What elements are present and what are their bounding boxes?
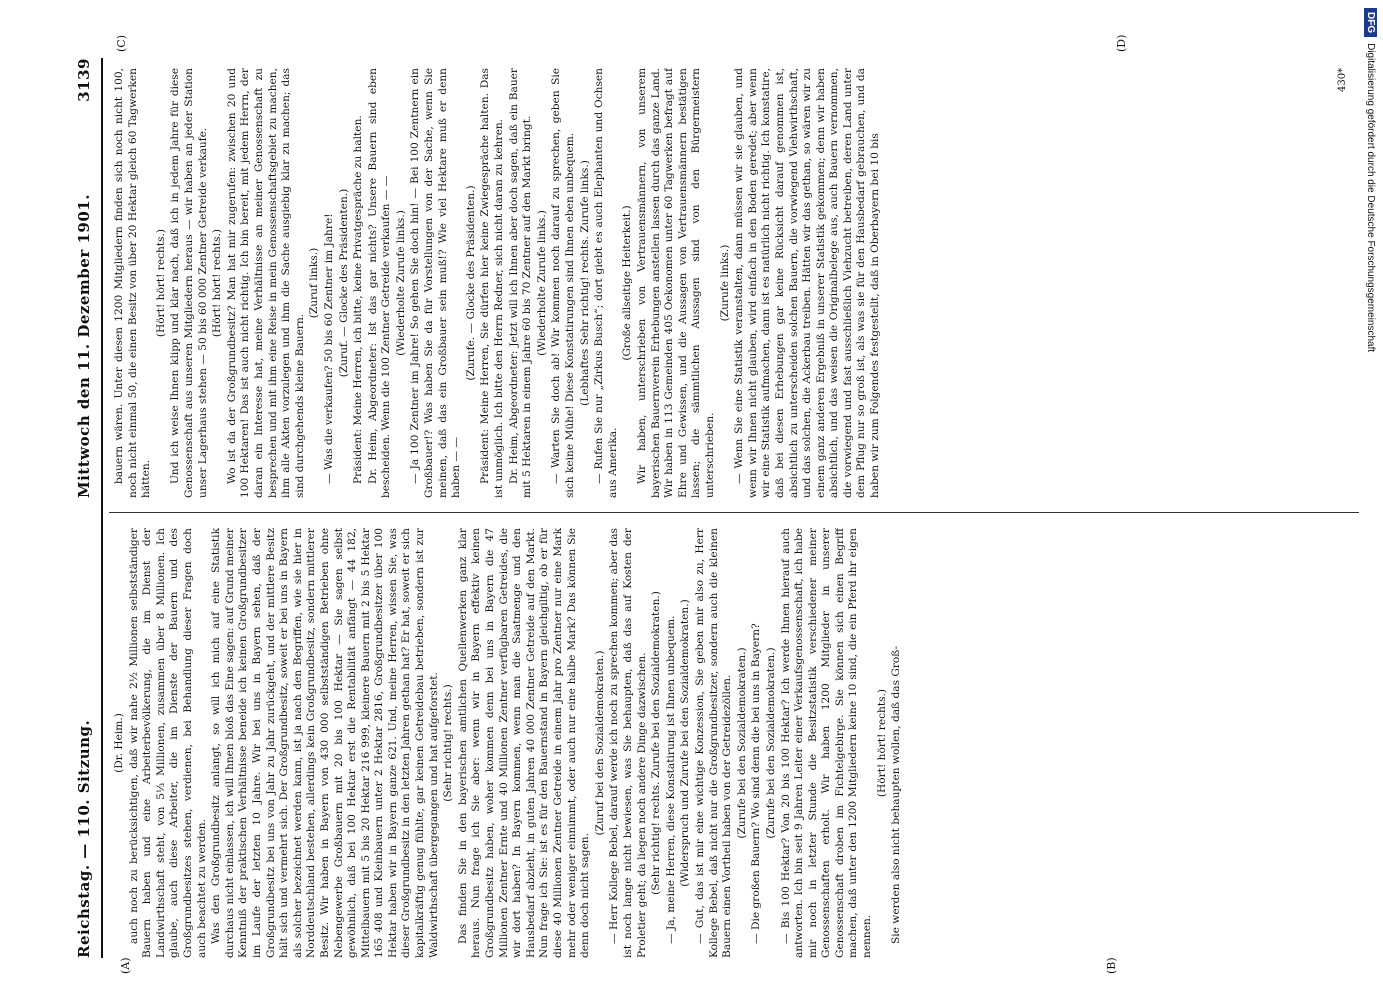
paragraph: (Zurufe bei den Sozialdemokraten.) bbox=[764, 647, 777, 839]
page-number: 3139 bbox=[75, 58, 93, 102]
paragraph: — Ja, meine Herren, diese Konstatirung ist Ihnen unbequem. bbox=[664, 615, 677, 944]
paragraph: bauern wären. Unter diesen 1200 Mitgliedern finden sich noch nicht 100, noch nicht einmal 50, die einen Besitz von über 20 Hektar gleich 60 Tagwerken hätten. bbox=[113, 68, 153, 498]
paragraph: (Zuruf. — Glocke des Präsidenten.) bbox=[337, 188, 350, 378]
header-left-title: Reichstag. — 110. Sitzung. bbox=[75, 719, 93, 958]
paragraph: (Große allseitige Heiterkeit.) bbox=[621, 205, 634, 361]
paragraph: Dr. Heim, Abgeordneter: Ist das gar nichts? Unsere Bauern sind eben bescheiden. Wenn die 100 Zentner Getreide verkaufen — — bbox=[366, 68, 393, 498]
paragraph: — Gut, das ist mir eine wichtige Konzession, Sie geben mir also zu, Herr Kollege Bebel, daß nicht nur die Großgrundbesitzer, sondern auch die kleinen Bauern einen Vortheil haben von der Getreidezöllen. bbox=[693, 528, 734, 958]
paragraph: (Widerspruch und Zurufe bei den Sozialdemokraten.) bbox=[679, 599, 692, 887]
paragraph: (Zurufe links.) bbox=[718, 244, 731, 322]
paragraph: Wo ist da der Großgrundbesitz? Man hat mir zugerufen: zwischen 20 und 100 Hektaren! Das ist auch nicht richtig. Ich bin bereit, mit jedem Herrn, der daran ein Interesse hat, meine Verhältnisse an meiner Genossenschaft zu besprechen und mit ihm eine Reise in mein Genossenschaftsgebiet zu machen, ihm alle Akten vorzulegen und ihm die Sache ausgiebig klar zu machen; das sind durchgehends kleine Bauern. bbox=[225, 68, 306, 498]
paragraph: (Wiederholte Zurufe links.) bbox=[394, 210, 407, 356]
paragraph: (Lebhaftes Sehr richtig! rechts. Zurufe links.) bbox=[578, 160, 591, 406]
header-right-title: Mittwoch den 11. Dezember 1901. bbox=[75, 194, 93, 498]
paragraph: — Ja 100 Zentner im Jahre! So gehen Sie doch hin! — Bei 100 Zentnern ein Großbauer!? Was haben Sie da für Vorstellungen von der Sache, wenn Sie meinen, daß das ein Großbauer sein muß!? Wie viel Hektare muß er denn haben — — bbox=[409, 68, 463, 498]
paragraph: Dr. Heim, Abgeordneter: Jetzt will ich Ihnen aber doch sagen, daß ein Bauer mit 5 Hektaren in einem Jahre 60 bis 70 Zentner auf den Markt bringt. bbox=[507, 68, 534, 498]
paragraph: Präsident: Meine Herren, ich bitte, keine Privatgespräche zu halten. bbox=[352, 115, 365, 484]
paragraph: — Wenn Sie eine Statistik veranstalten, dann müssen wir sie glauben, und wenn wir Ihnen nicht glauben, wird einfach in den Boden geredet; aber wenn wir eine Statistik aufmachen, dann ist es natürlich nicht richtig. Ich konstatire, daß bei diesen Erhebungen gar keine Rücksicht darauf genommen ist, absichtlich zu unterscheiden solchen Bauern, die vorwiegend Viehwirthschaft, und das solchen, die Ackerbau treiben. Hätten wir das gethan, so wären wir zu einem ganz anderen Ergebniß in unserer Statistik gekommen; denn wir haben absichtlich, und das weisen die Originalbelege aus, auch Bauern vernommen, die vorwiegend und fast ausschließlich Viehzucht betreiben, deren Land unter dem Pflug nur so groß ist, als was sie für den Hausbedarf gebrauchen, und da haben wir zum Folgendes festgestellt, daß in Oberbayern bei 10 bis bbox=[733, 68, 882, 498]
paragraph: Sie werden also nicht behaupten wollen, daß das Groß- bbox=[890, 646, 903, 944]
digitization-notice: Digitalisierung gefördert durch die Deutsche Forschungsgemeinschaft bbox=[1365, 43, 1377, 353]
header-left bbox=[75, 538, 97, 958]
dfg-logo: DFG bbox=[1365, 8, 1378, 37]
paragraph: (Zuruf bei den Sozialdemokraten.) bbox=[593, 650, 606, 836]
signature-mark: 430* bbox=[1337, 67, 1348, 92]
paragraph: auch noch zu berücksichtigen, daß wir nahe 2½ Millionen selbstständiger Bauern haben und eine Arbeiterbevölkerung, die im Dienst der Landwirthschaft steht, von 5⅓ Millionen, zusammen über 8 Millionen. Ich glaube, auch diese Arbeiter, die im Dienste der Bauern und des Großgrundbesitzes stehen, verdienen, bei Behandlung dieser Fragen doch auch beachtet zu werden. bbox=[127, 528, 208, 958]
paragraph: (Zurufe. — Glocke des Präsidenten.) bbox=[464, 185, 477, 381]
paragraph: (Zuruf links.) bbox=[308, 247, 321, 319]
paragraph: Und ich weise Ihnen klipp und klar nach, daß ich in jedem Jahre für diese Genossenschaft aus unseren Mitgliedern heraus — wir haben an jeder Station unser Lagerhaus stehen — 50 bis 60 000 Zentner Getreide verkaufe. bbox=[169, 68, 209, 498]
left-text-column bbox=[113, 528, 1353, 958]
page-header bbox=[75, 58, 97, 958]
paragraph: (Hört! hört! rechts.) bbox=[875, 688, 888, 798]
paragraph: (Wiederholte Zurufe links.) bbox=[535, 210, 548, 356]
paragraph: Das finden Sie in den bayerischen amtlichen Quellenwerken ganz klar heraus. Nun frage ich Sie aber: wenn wir in Bayern effektiv keinen Großgrundbesitz haben, woher kommen denn bei uns in Bayern die 47 Millionen Zentner Ernte und 40 Millionen Zentner verfügbaren Getreides, die wir dort haben? In Bayern kommen, wenn man die Saatmenge und den Hausbedarf abzieht, in guten Jahren 40 000 Zentner Getreide auf den Markt. Nun frage ich Sie: ist es für den Bauernstand in Bayern gleichgiltig, ob er für diese 40 Millionen Zentner Getreide in einem Jahr pro Zentner nur eine Mark mehr oder weniger einnimmt, oder auch nur eine halbe Mark? Das können Sie denn doch nicht sagen. bbox=[456, 528, 592, 958]
paragraph: — Was die verkaufen? 50 bis 60 Zentner im Jahre! bbox=[322, 213, 335, 484]
paragraph: — Rufen Sie nur „Zirkus Busch“; dort giebt es auch Elephanten und Ochsen aus Amerika. bbox=[593, 68, 619, 498]
paragraph: (Hört! hört! rechts.) bbox=[154, 228, 167, 338]
paragraph: (Hört! hört! rechts.) bbox=[211, 228, 224, 338]
paragraph: Wir haben, unterschrieben von Vertrauensmännern, von unserem bayerischen Bauernverein Erhebungen anstellen lassen durch das ganze Land. Wir haben in 113 Gemeinden 405 Oekonomen unter 60 Tagwerken befragt auf Ehre und Gewissen, und die Aussagen von Vertrauensmännern bestätigen lassen; die sämmtlichen Aussagen sind von den Bürgermeistern unterschrieben. bbox=[635, 68, 716, 498]
paragraph: (Sehr richtig! rechts. Zurufe bei den Sozialdemokraten.) bbox=[650, 591, 663, 895]
paragraph: — Die großen Bauern? Wo sind denn die bei uns in Bayern? bbox=[750, 623, 763, 944]
paragraph: — Warten Sie doch ab! Wir kommen noch darauf zu sprechen, geben Sie sich keine Mühe! Diese Konstatirungen sind Ihnen eben unbequem. bbox=[550, 68, 576, 498]
digitization-sidebar bbox=[1361, 8, 1381, 1000]
paragraph: (Zurufe bei den Sozialdemokraten.) bbox=[735, 647, 748, 839]
margin-marker-b: (B) bbox=[1105, 957, 1118, 974]
paragraph: (Sehr richtig! rechts.) bbox=[442, 684, 455, 802]
margin-marker-c: (C) bbox=[115, 35, 128, 52]
column-divider bbox=[109, 512, 1359, 513]
header-rule bbox=[101, 58, 103, 958]
header-right bbox=[75, 58, 97, 498]
margin-marker-a: (A) bbox=[119, 957, 132, 974]
margin-marker-d: (D) bbox=[1115, 34, 1128, 52]
paragraph: Präsident: Meine Herren, Sie dürfen hier keine Zwiegespräche halten. Das ist unmöglich. Ich bitte den Herrn Redner, sich nicht daran zu kehren. bbox=[479, 68, 506, 498]
paragraph: Was den Großgrundbesitz anlangt, so will ich mich auf eine Statistik durchaus nicht einlassen, ich will Ihnen bloß das Eine sagen: auf Grund meiner Kenntniß der praktischen Verhältnisse beneide ich keinen Großgrundbesitzer im Laufe der letzten 10 Jahre. Wir bei uns in Bayern sehen, daß der Großgrundbesitz bei uns von Jahr zu Jahr zurückgeht, und der mittlere Besitz hält sich und vermehrt sich. Der Großgrundbesitz, soweit er bei uns in Bayern als solcher bezeichnet werden kann, ist ja nach den Begriffen, wie sie hier in Norddeutschland bestehen, allerdings kein Großgrundbesitz, sondern mittlerer Besitz. Wir haben in Bayern von 430 000 selbstständigen Betrieben ohne Nebengewerbe Großbauern mit 20 bis 100 Hektar — Sie sagen selbst gewöhnlich, daß bei 100 Hektar erst die Rentabilität anfängt — 44 182, Mittelbauern mit 5 bis 20 Hektar 216 999, kleinere Bauern mit 2 bis 5 Hektar 165 408 und Kleinbauern unter 2 Hektar 2816, Großgrundbesitzer über 100 Hektar haben wir in Bayern ganze 621. Und, meine Herren, wissen Sie, was dieser Großgrundbesitz in den letzten Jahren gethan hat? Er hat, soweit er sich kapitalkräftig genug fühlte, gar keinen Getreidebau betrieben, sondern ist zur Waldwirthschaft übergegangen und hat aufgeforstet. bbox=[210, 528, 440, 958]
paragraph: — Bis 100 Hektar? Von 20 bis 100 Hektar? Ich werde Ihnen hierauf auch antworten. Ich bin seit 9 Jahren Leiter einer Verkaufsgenossenschaft, ich habe mir noch in letzter Stunde die Besitzstatistik verschiedener meiner Genossenschaften erholt. Wir haben 1200 Mitglieder in unserer Genossenschaft droben im Fichtelgebirge. Sie können sich einen Begriff machen, daß unter den 1200 Mitgliedern keine 10 sind, die ein Pferd ihr eigen nennen. bbox=[779, 528, 874, 958]
paragraph: (Dr. Heim.) bbox=[113, 713, 125, 773]
rotated-newspaper-page bbox=[75, 34, 1365, 974]
right-text-column bbox=[113, 68, 1353, 498]
paragraph: — Herr Kollege Bebel, darauf werde ich noch zu sprechen kommen; aber das ist noch lange nicht bewiesen, was Sie behaupten, daß das auf Kosten der Proletier geht; da liegen noch andere Dinge dazwischen. bbox=[608, 528, 648, 958]
